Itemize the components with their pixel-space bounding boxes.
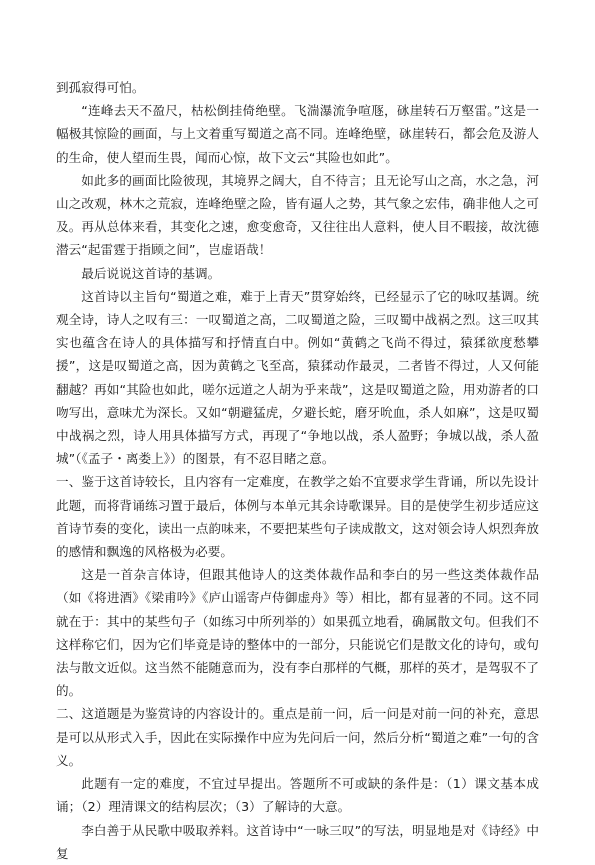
- paragraph-2: “连峰去天不盈尺，枯松倒挂倚绝壁。飞湍瀑流争喧豗，砯崖转石万壑雷。”这是一幅极其惊险的画面，与上文着重写蜀道之高不同。连峰绝壁，砯崖转石，都会危及游人的生命，使人望而生畏，闻而心惊，故下文云“其险也如此”。: [56, 103, 539, 165]
- paragraph-1: 到孤寂得可怕。: [56, 80, 145, 95]
- paragraph-4: 最后说说这首诗的基调。: [81, 265, 221, 281]
- paragraph-9: 此题有一定的难度，不宜过早提出。答题所不可或缺的条件是：（1）课文基本成诵；（2）理清课文的结构层次；（3）了解诗的大意。: [56, 776, 539, 815]
- paragraph-10: 李白善于从民歌中吸取养料。这首诗中“一咏三叹”的写法，明显地是对《诗经》中复: [56, 822, 539, 861]
- paragraph-3: 如此多的画面比险彼现，其境界之阔大，自不待言；且无论写山之高，水之急，河山之改观，林木之荒寂，连峰绝壁之险，皆有逼人之势，其气象之宏伟，确非他人之可及。再从总体来看，其变化之速，愈变愈奇，又往往出人意料，使人目不暇接，故沈德潜云“起雷霆于指顾之间”，岂虚语哉！: [56, 172, 539, 258]
- paragraph-7: 这是一首杂言体诗，但跟其他诗人的这类体裁作品和李白的另一些这类体裁作品（如《将进酒》《梁甫吟》《庐山谣寄卢侍御虚舟》等）相比，都有显著的不同。这不同就在于：其中的某些句子（如练习中所列举的）如果孤立地看，确属散文句。但我们不这样称它们，因为它们毕竟是诗的整体中的一部分，只能说它们是散文化的诗句，或句法与散文近似。这当然不能随意而为，没有李白那样的气概，那样的英才，是驾驭不了的。: [56, 567, 539, 699]
- paragraph-6: 一、鉴于这首诗较长，且内容有一定难度，在教学之始不宜要求学生背诵，所以先设计此题，而将背诵练习置于最后，体例与本单元其余诗歌课异。目的是使学生初步适应这首诗节奏的变化，读出一点韵味来，不要把某些句子读成散文，这对领会诗人炽烈奔放的感情和飘逸的风格极为必要。: [56, 474, 539, 560]
- paragraph-8: 二、这道题是为鉴赏诗的内容设计的。重点是前一问，后一问是对前一问的补充，意思是可以从形式入手，因此在实际操作中应为先问后一问，然后分析“蜀道之难”一句的含义。: [56, 706, 539, 768]
- paragraph-5: 这首诗以主旨句“蜀道之难，难于上青天”贯穿始终，已经显示了它的咏叹基调。统观全诗，诗人之叹有三：一叹蜀道之高，二叹蜀道之险，三叹蜀中战祸之烈。这三叹其实也蕴含在诗人的具体描写和抒情直白中。例如“黄鹤之飞尚不得过，猿猱欲度愁攀援”，这是叹蜀道之高，因为黄鹤之飞至高，猿猱动作最灵，二者皆不得过，人又何能翻越？再如“其险也如此，嗟尔远道之人胡为乎来哉”，这是叹蜀道之险，用劝游者的口吻写出，意味尤为深长。又如“朝避猛虎，夕避长蛇，磨牙吮血，杀人如麻”，这是叹蜀中战祸之烈，诗人用具体描写方式，再现了“争地以战，杀人盈野；争城以战，杀人盈城”（《孟子・离娄上》）的图景，有不忍目睹之意。: [56, 288, 539, 467]
